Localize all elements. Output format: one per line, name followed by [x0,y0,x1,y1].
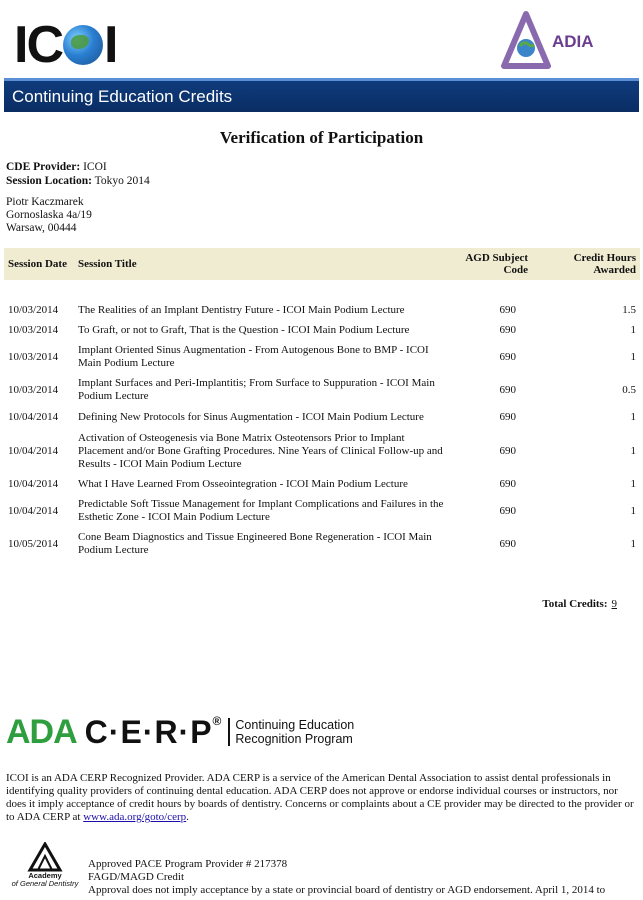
table-row [4,494,640,528]
provider-value: ICOI [83,161,107,173]
document-title: Verification of Participation [219,128,424,147]
table-spacer [4,280,640,300]
agd-logo-text [8,872,82,888]
header-credit-line1: Credit Hours [573,252,636,264]
registered-icon: ® [212,713,223,728]
row-credit: 1 [630,477,636,490]
row-date: 10/04/2014 [8,504,59,517]
row-agd: 690 [499,410,516,423]
header-credit-line2: Awarded [593,264,636,276]
row-agd: 690 [499,537,516,550]
row-date: 10/05/2014 [8,537,59,550]
icoi-logo-text: IC [14,16,62,74]
table-row [4,474,640,494]
row-title: Cone Beam Diagnostics and Tissue Engineered Bone Regeneration - ICOI Main Podium Lecture [78,531,432,556]
table-row [4,428,640,474]
location-label: Session Location: [6,175,92,187]
icoi-logo-text-end: I [104,16,117,74]
participant-address [6,196,92,235]
row-date: 10/03/2014 [8,383,59,396]
header-agd-line2: Code [503,264,528,276]
table-row [4,406,640,428]
row-title: The Realities of an Implant Dentistry Future - ICOI Main Podium Lecture [78,303,405,316]
row-agd: 690 [499,303,516,316]
provider-line [6,160,150,174]
agd-logo-line1: Academy [28,871,62,880]
table-row [4,320,640,340]
agd-triangle-icon [8,842,82,872]
pace-line3: Approval does not imply acceptance by a state or provincial board of dentistry or AGD endorsement. April 1, 2014 to [88,884,606,896]
cerp-subtitle-line1: Continuing Education [235,718,355,732]
icoi-logo [14,18,116,72]
location-line [6,174,150,188]
address-line-2: Warsaw, 00444 [6,222,77,234]
row-credit: 1 [630,323,636,336]
row-title: Activation of Osteogenesis via Bone Matrix Osteotensors Prior to Implant Placement and/or Bone Grafting Procedures. Nine Years of Clinical Follow-up and Results - ICOI Main Podium Lecture [78,431,443,470]
cerp-letters: C·E·R·P [84,713,213,750]
table-row [4,340,640,374]
banner [4,78,639,112]
row-title: To Graft, or not to Graft, That is the Question - ICOI Main Podium Lecture [78,323,410,336]
row-credit: 1 [630,537,636,550]
row-title: Predictable Soft Tissue Management for Implant Complications and Failures in the Esthetic Zone - ICOI Main Podium Lecture [78,498,444,523]
row-title: Implant Surfaces and Peri-Implantitis; From Surface to Suppuration - ICOI Main Podium Lecture [78,377,435,402]
row-date: 10/03/2014 [8,303,59,316]
cerp-link-suffix: . [186,811,189,823]
provider-label: CDE Provider: [6,161,81,173]
row-agd: 690 [499,383,516,396]
agd-logo [8,842,82,900]
total-value: 9 [611,598,617,610]
row-title: What I Have Learned From Osseointegration - ICOI Main Podium Lecture [78,477,408,490]
row-title: Implant Oriented Sinus Augmentation - From Autogenous Bone to BMP - ICOI Main Podium Lecture [78,344,429,369]
pace-line1: Approved PACE Program Provider # 217378 [88,858,288,870]
row-agd: 690 [499,444,516,457]
sessions-table [4,248,640,560]
address-line-1: Gornoslaska 4a/19 [6,209,92,221]
adia-triangle-icon [500,10,552,74]
row-date: 10/04/2014 [8,444,59,457]
row-title: Defining New Protocols for Sinus Augmentation - ICOI Main Podium Lecture [78,410,424,423]
location-value: Tokyo 2014 [94,175,150,187]
cerp-logo-text [85,714,223,751]
ada-cerp-logo [6,712,354,752]
header-session-title: Session Title [78,258,137,270]
row-agd: 690 [499,350,516,363]
cerp-subtitle-line2: Recognition Program [235,732,353,746]
agd-logo-line2: of General Dentistry [11,879,79,888]
table-row [4,374,640,406]
pace-statement [88,858,633,897]
ada-logo-text: ADA [6,712,77,751]
header-agd-code [452,248,532,280]
row-agd: 690 [499,477,516,490]
row-credit: 1.5 [622,303,636,316]
provider-info [6,160,150,188]
adia-logo [500,10,620,74]
header-credit-hours [532,248,640,280]
table-header-row [4,248,640,280]
row-agd: 690 [499,323,516,336]
participant-name: Piotr Kaczmarek [6,196,84,208]
row-date: 10/04/2014 [8,410,59,423]
total-credits [542,598,617,610]
row-date: 10/03/2014 [8,350,59,363]
globe-icon [63,25,103,65]
row-credit: 0.5 [622,383,636,396]
cerp-statement [6,772,636,824]
cerp-subtitle [228,718,354,746]
adia-logo-text: ADIA [552,32,594,51]
table-row [4,300,640,320]
row-agd: 690 [499,504,516,517]
row-date: 10/03/2014 [8,323,59,336]
row-credit: 1 [630,504,636,517]
header-session-date: Session Date [8,258,67,270]
banner-title: Continuing Education Credits [12,87,233,106]
row-credit: 1 [630,410,636,423]
row-date: 10/04/2014 [8,477,59,490]
table-row [4,528,640,560]
row-credit: 1 [630,350,636,363]
pace-line2: FAGD/MAGD Credit [88,871,185,883]
row-credit: 1 [630,444,636,457]
cerp-link[interactable]: www.ada.org/goto/cerp [83,811,187,823]
cerp-paragraph: ICOI is an ADA CERP Recognized Provider. ADA CERP is a service of the American Dental Association to assist dental professionals in identifying quality providers of continuing dental education. ADA CERP does not approve or endorse individual courses or instructors, nor does it imply acceptance of credit hours by boards of dentistry. Concerns or complaints about a CE provider may be directed to the provider or to ADA CERP at [6,772,634,823]
page-header [0,0,643,76]
header-agd-line1: AGD Subject [465,252,528,264]
total-label: Total Credits: [542,598,608,610]
